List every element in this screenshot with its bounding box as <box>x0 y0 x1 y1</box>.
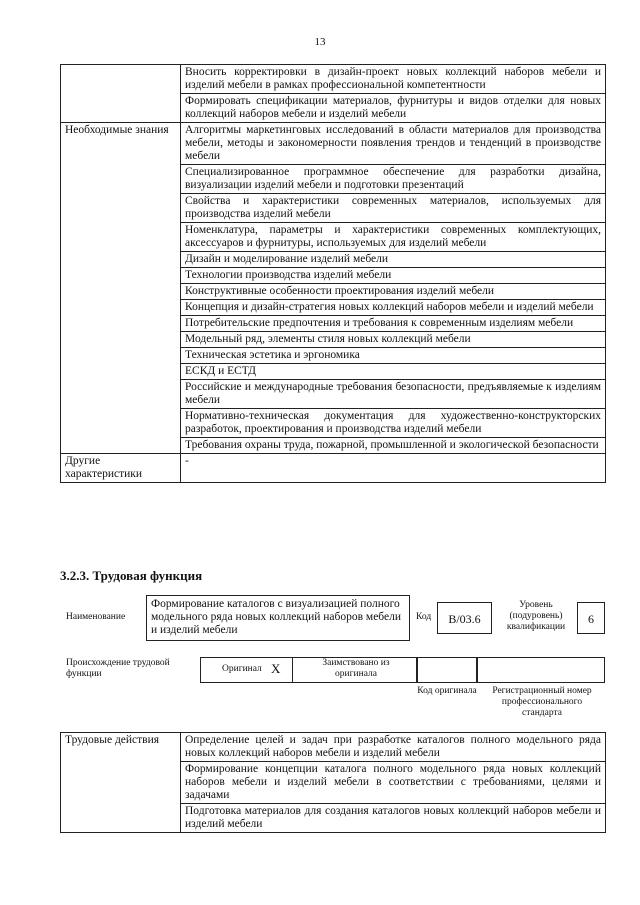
requirement-item: Требования охраны труда, пожарной, промышленной и экологической безопасности <box>181 438 606 454</box>
requirement-item: Потребительские предпочтения и требования к современным изделиям мебели <box>181 316 606 332</box>
code-original-label: Код оригинала <box>417 686 477 696</box>
function-name-value: Формирование каталогов с визуализацией полного модельного ряда новых коллекций наборов мебели и изделий мебели <box>146 595 410 641</box>
level-label: Уровень (подуровень) квалификации <box>506 600 566 632</box>
requirement-item: Свойства и характеристики современных материалов, используемых для производства изделий мебели <box>181 194 606 223</box>
requirement-item: Формировать спецификации материалов, фурнитуры и видов отделки для новых коллекций наборов мебели и изделий мебели <box>181 94 606 123</box>
level-value: 6 <box>577 602 605 634</box>
reg-number-label: Регистрационный номер профессионального стандарта <box>492 686 592 718</box>
requirement-item: Концепция и дизайн-стратегия новых коллекций наборов мебели и изделий мебели <box>181 300 606 316</box>
requirement-item: Дизайн и моделирование изделий мебели <box>181 252 606 268</box>
requirement-item: Специализированное программное обеспечение для разработки дизайна, визуализации изделий мебели и подготовки презентаций <box>181 165 606 194</box>
section-heading: 3.2.3. Трудовая функция <box>60 568 203 583</box>
page-number: 13 <box>314 36 326 48</box>
original-mark: X <box>271 661 281 676</box>
requirement-item: Алгоритмы маркетинговых исследований в области материалов для производства мебели, методы и закономерности появления трендов и тенденций в производстве мебели <box>181 123 606 165</box>
origin-label: Происхождение трудовой функции <box>66 658 170 679</box>
table-row <box>61 454 606 483</box>
labor-action-item: Формирование концепции каталога полного модельного ряда новых коллекций наборов мебели и изделий мебели в соответствии с требованиями, целями и задачами <box>181 762 606 804</box>
row-category: Другие характеристики <box>61 454 181 483</box>
requirement-item: Модельный ряд, элементы стиля новых коллекций мебели <box>181 332 606 348</box>
requirement-item: Российские и международные требования безопасности, предъявляемые к изделиям мебели <box>181 380 606 409</box>
labor-action-item: Определение целей и задач при разработке каталогов полного модельного ряда новых коллекций наборов мебели и изделий мебели <box>181 733 606 762</box>
code-value: В/03.6 <box>437 602 492 634</box>
code-original-box <box>417 657 477 683</box>
table-row <box>61 65 606 94</box>
labor-action-item: Подготовка материалов для создания каталогов новых коллекций наборов мебели и изделий мебели <box>181 804 606 833</box>
requirement-item: Нормативно-техническая документация для художественно-конструкторских разработок, проектирования и производства изделий мебели <box>181 409 606 438</box>
reg-number-box <box>477 657 605 683</box>
table-row <box>61 123 606 165</box>
row-category: Необходимые знания <box>61 123 181 454</box>
original-label: Оригинал <box>222 664 262 674</box>
requirement-item: - <box>181 454 606 483</box>
name-label: Наименование <box>66 612 126 622</box>
table-row <box>61 733 606 762</box>
requirement-item: Вносить корректировки в дизайн-проект новых коллекций наборов мебели и изделий мебели в рамках профессиональной компетентности <box>181 65 606 94</box>
requirement-item: Номенклатура, параметры и характеристики современных комплектующих, аксессуаров и фурнитуры, используемых для изделий мебели <box>181 223 606 252</box>
row-category: Трудовые действия <box>61 733 181 833</box>
requirement-item: ЕСКД и ЕСТД <box>181 364 606 380</box>
requirement-item: Технологии производства изделий мебели <box>181 268 606 284</box>
code-label: Код <box>416 612 432 622</box>
knowledge-table <box>60 64 606 483</box>
row-category <box>61 65 181 123</box>
requirement-item: Конструктивные особенности проектирования изделий мебели <box>181 284 606 300</box>
origin-divider <box>292 657 293 683</box>
borrowed-label: Заимствовано из оригинала <box>322 658 390 679</box>
requirement-item: Техническая эстетика и эргономика <box>181 348 606 364</box>
actions-table <box>60 732 606 833</box>
